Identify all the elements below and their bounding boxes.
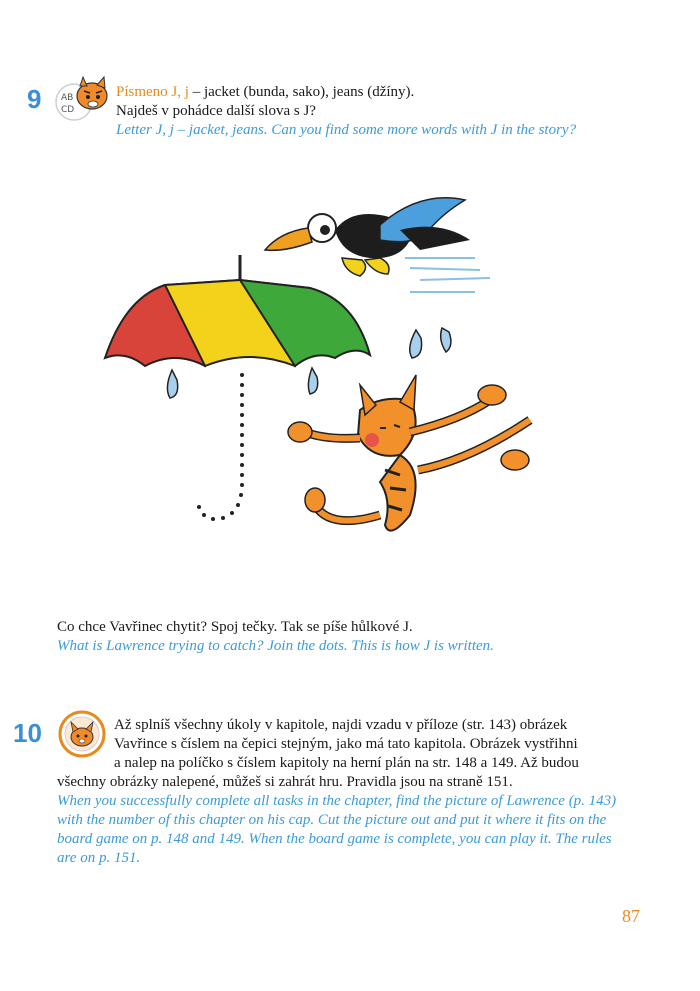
- rain-drops: [410, 328, 451, 358]
- exercise-10-english-line-4: are on p. 151.: [57, 850, 141, 866]
- exercise-9-line-2: Najdeš v pohádce další slova s J?: [116, 103, 316, 119]
- exercise-9-line-1-rest: – jacket (bunda, sako), jeans (džíny).: [188, 84, 415, 100]
- exercise-10-english-line-1: When you successfully complete all tasks in the chapter, find the picture of Lawrence (p. 143): [57, 793, 617, 809]
- umbrella-icon: [105, 255, 370, 521]
- cat-medallion-icon: [58, 710, 106, 758]
- caption-czech: Co chce Vavřinec chytit? Spoj tečky. Tak se píše hůlkové J.: [57, 619, 413, 635]
- exercise-10-czech-line-4: všechny obrázky nalepené, můžeš si zahrát hru. Pravidla jsou na straně 151.: [57, 774, 513, 790]
- svg-text:CD: CD: [61, 105, 75, 115]
- page-number: 87: [622, 906, 640, 926]
- exercise-10-czech-line-2: Vavřince s číslem na čepici stejným, jako má tato kapitola. Obrázek vystřihni: [114, 736, 578, 752]
- umbrella-cat-bird-illustration: [80, 170, 580, 560]
- exercise-10-english-line-3: board game on p. 148 and 149. When the board game is complete, you can play it. The rules: [57, 831, 612, 847]
- exercise-10-english-line-2: with the number of this chapter on his cap. Cut the picture out and put it where it fits on the: [57, 812, 607, 828]
- bird-icon: [265, 198, 470, 276]
- exercise-10-czech-line-1: Až splníš všechny úkoly v kapitole, najdi vzadu v příloze (str. 143) obrázek: [114, 717, 568, 733]
- exercise-9-lead: Písmeno J, j: [116, 84, 189, 100]
- exercise-9-line-3-english: Letter J, j – jacket, jeans. Can you find some more words with J in the story?: [116, 122, 577, 138]
- exercise-9-line-1: [116, 83, 414, 102]
- abc-cat-icon: [52, 74, 112, 124]
- wind-lines: [405, 258, 490, 292]
- exercise-10-czech-line-3: a nalep na políčko s číslem kapitoly na herní plán na str. 148 a 149. Až budou: [114, 755, 579, 771]
- exercise-number-9: 9: [27, 84, 42, 114]
- exercise-number-10: 10: [13, 718, 42, 748]
- cat-icon: [288, 375, 530, 531]
- caption-english: What is Lawrence trying to catch? Join the dots. This is how J is written.: [57, 638, 494, 654]
- svg-text:AB: AB: [61, 93, 74, 103]
